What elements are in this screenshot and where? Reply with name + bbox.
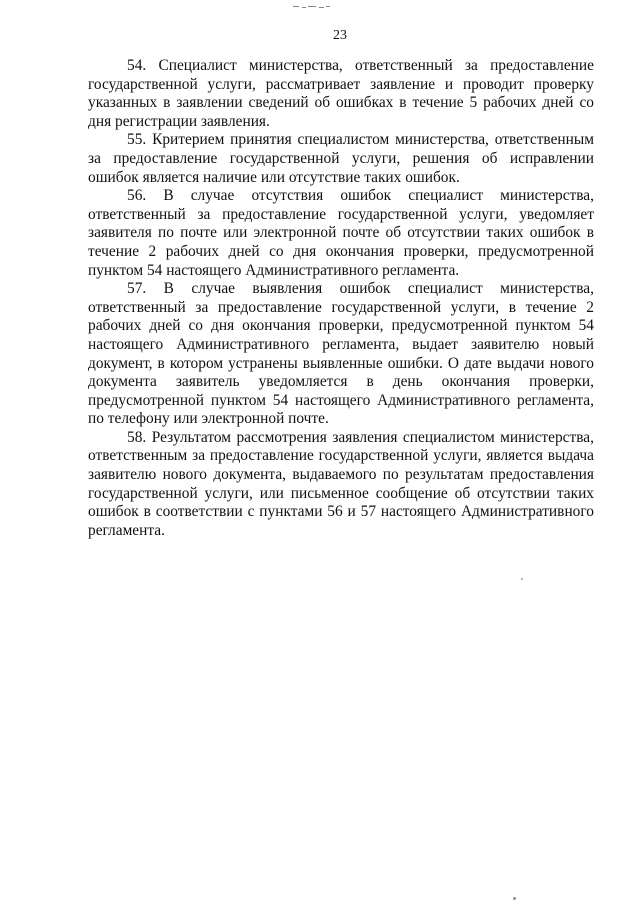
paragraph-54: 54. Специалист министерства, ответственный за предоставление государственной услуги, рассматривает заявление и проводит проверку указанных в заявлении сведений об ошибках в течение 5 рабочих дней со дня регистрации заявления. [88, 57, 594, 130]
paragraph-55: 55. Критерием принятия специалистом министерства, ответственным за предоставление государственной услуги, решения об исправлении ошибок является наличие или отсутствие таких ошибок. [88, 131, 594, 186]
scan-speck [521, 578, 523, 580]
document-body [88, 57, 594, 540]
paragraph-56: 56. В случае отсутствия ошибок специалист министерства, ответственный за предоставление государственной услуги, уведомляет заявителя по почте или электронной почте об отсутствии таких ошибок в течение 2 рабочих дней со дня окончания проверки, предусмотренной пунктом 54 настоящего Административного регламента. [88, 187, 594, 279]
scan-speck [513, 897, 516, 900]
paragraph-57: 57. В случае выявления ошибок специалист министерства, ответственный за предоставление государственной услуги, в течение 2 рабочих дней со дня окончания проверки, предусмотренной пунктом 54 настоящего Административного регламента, выдает заявителю новый документ, в котором устранены выявленные ошибки. О дате выдачи нового документа заявитель уведомляется в день окончания проверки, предусмотренной пунктом 54 настоящего Административного регламента, по телефону или электронной почте. [88, 280, 594, 428]
page-number: 23 [333, 28, 347, 43]
paragraph-58: 58. Результатом рассмотрения заявления специалистом министерства, ответственным за предоставление государственной услуги, является выдача заявителю нового документа, выдаваемого по результатам предоставления государственной услуги, или письменное сообщение об отсутствии таких ошибок в соответствии с пунктами 56 и 57 настоящего Административного регламента. [88, 428, 594, 539]
scan-artifact [293, 6, 331, 9]
